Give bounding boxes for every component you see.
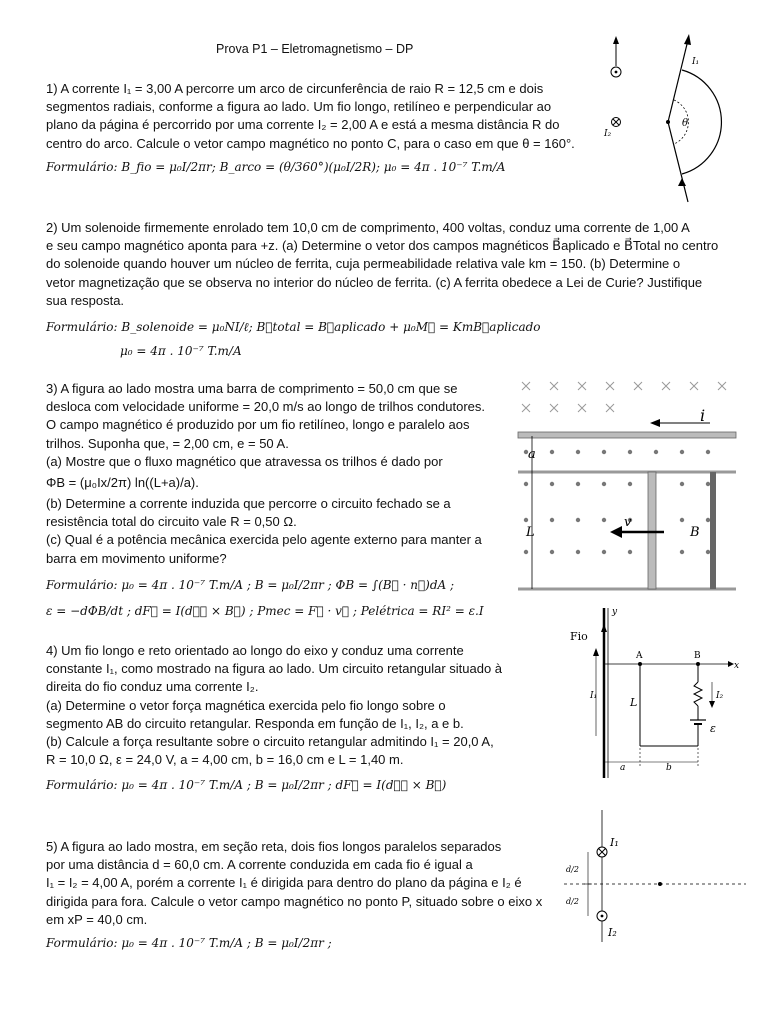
- q3-line: ΦB = (μ₀Ix/2π) ln((L+a)/a).: [46, 475, 199, 491]
- q5-formula: Formulário: μ₀ = 4π . 10⁻⁷ T.m/A ; B = μ₀I/2πr ;: [46, 936, 332, 950]
- label-I2: I₂: [716, 691, 724, 701]
- q3-figure: [514, 376, 740, 598]
- point-c-icon: [666, 120, 670, 124]
- q5-line: em xP = 40,0 cm.: [46, 911, 148, 927]
- field-out-of-page-icon: [628, 450, 632, 454]
- q2-line: vetor magnetização que se observa no interior do núcleo de ferrita. (c) A ferrita obedece a Lei de Curie? Justifique: [46, 274, 703, 290]
- label-eps: ε: [710, 722, 716, 735]
- label-d2: d/2: [566, 865, 579, 874]
- q4-line: constante I₁, como mostrado na figura ao lado. Um circuito retangular situado à: [46, 661, 503, 677]
- field-out-of-page-icon: [602, 482, 606, 486]
- point-p-icon: [658, 882, 662, 886]
- label-L: L: [526, 525, 535, 540]
- q4-formula: Formulário: μ₀ = 4π . 10⁻⁷ T.m/A ; B = μ₀I/2πr ; dF⃗ = I(dℓ⃗ × B⃗): [46, 778, 447, 792]
- field-into-page-icon: [718, 382, 726, 390]
- q1-line: centro do arco. Calcule o vetor campo magnético no ponto C, para o caso em que θ = 160°.: [46, 135, 575, 151]
- label-d2: d/2: [566, 897, 579, 906]
- field-out-of-page-icon: [550, 518, 554, 522]
- q4-line: 4) Um fio longo e reto orientado ao longo do eixo y conduz uma corrente: [46, 643, 464, 658]
- label-fio: Fio: [570, 630, 588, 643]
- q2-line: 2) Um solenoide firmemente enrolado tem 10,0 cm de comprimento, 400 voltas, conduz uma corrente de 1,00 A: [46, 220, 690, 235]
- field-out-of-page-icon: [524, 550, 528, 554]
- question-1-text: [46, 80, 584, 153]
- fixed-bar: [648, 472, 656, 589]
- label-i: i: [700, 406, 706, 425]
- q2-line: do solenoide quando houver um núcleo de ferrita, cuja permeabilidade relativa vale km = 150. (b) Determine o: [46, 256, 681, 272]
- field-into-page-icon: [606, 404, 614, 412]
- field-into-page-icon: [550, 382, 558, 390]
- label-b: b: [666, 763, 672, 773]
- label-I1: I₁: [590, 691, 598, 701]
- label-A: A: [636, 651, 643, 661]
- field-into-page-icon: [550, 404, 558, 412]
- q5-line: dirigida para fora. Calcule o vetor campo magnético no ponto P, situado sobre o eixo x: [46, 893, 543, 909]
- field-out-of-page-icon: [654, 450, 658, 454]
- field-out-of-page-icon: [680, 450, 684, 454]
- q3-line: (b) Determine a corrente induzida que percorre o circuito fechado se a: [46, 496, 451, 512]
- q1-formula: Formulário: B_fio = μ₀I/2πr; B_arco = (θ/360°)(μ₀I/2R); μ₀ = 4π . 10⁻⁷ T.m/A: [46, 160, 506, 174]
- q4-figure: [560, 606, 750, 786]
- field-out-of-page-icon: [524, 482, 528, 486]
- q3-line: resistência total do circuito vale R = 0,50 Ω.: [46, 514, 297, 530]
- q3-line: (a) Mostre que o fluxo magnético que atravessa os trilhos é dado por: [46, 453, 443, 469]
- field-out-of-page-icon: [602, 550, 606, 554]
- field-out-of-page-icon: [524, 518, 528, 522]
- field-out-of-page-icon: [524, 450, 528, 454]
- q5-line: por uma distância d = 60,0 cm. A corrente conduzida em cada fio é igual a: [46, 857, 473, 873]
- field-out-of-page-icon: [576, 518, 580, 522]
- q3-line: 3) A figura ao lado mostra uma barra de comprimento = 50,0 cm que se: [46, 381, 458, 396]
- field-into-page-icon: [662, 382, 670, 390]
- q2-formula-1: Formulário: B_solenoide = μ₀NI/ℓ; B⃗total = B⃗aplicado + μ₀M⃗ = KmB⃗aplicado: [46, 320, 541, 334]
- q2-line: e seu campo magnético aponta para +z. (a) Determine o vetor dos campos magnéticos B⃗aplicado e B⃗Total no centro: [46, 238, 719, 254]
- field-out-of-page-icon: [576, 450, 580, 454]
- field-out-of-page-icon: [602, 450, 606, 454]
- q4-line: R = 10,0 Ω, ε = 24,0 V, a = 4,00 cm, b = 16,0 cm e L = 1,40 m.: [46, 752, 404, 768]
- field-out-of-page-icon: [706, 518, 710, 522]
- q4-line: segmento AB do circuito retangular. Responda em função de I₁, I₂, a e b.: [46, 715, 464, 731]
- field-out-of-page-icon: [576, 550, 580, 554]
- question-2-text: [46, 219, 726, 310]
- question-3-text: [46, 380, 508, 568]
- q3-line: (c) Qual é a potência mecânica exercida pelo agente externo para manter a: [46, 532, 482, 548]
- page-title: Prova P1 – Eletromagnetismo – DP: [216, 42, 414, 56]
- q4-line: (a) Determine o vetor força magnética exercida pelo fio longo sobre o: [46, 697, 446, 713]
- label-L: L: [630, 696, 638, 709]
- q1-line: plano da página é percorrido por uma corrente I₂ = 2,00 A e está a mesma distância R do: [46, 117, 560, 133]
- label-v: v: [624, 515, 632, 530]
- question-5-text: [46, 838, 543, 929]
- label-y: y: [612, 607, 618, 617]
- label-B: B: [690, 525, 700, 540]
- radial-segment-top: [668, 40, 688, 122]
- q1-figure: [596, 30, 736, 210]
- label-i2: I₂: [604, 129, 612, 139]
- field-out-of-page-icon: [706, 450, 710, 454]
- field-into-page-icon: [690, 382, 698, 390]
- field-into-page-icon: [578, 404, 586, 412]
- field-out-of-page-icon: [550, 450, 554, 454]
- field-out-of-page-icon: [680, 482, 684, 486]
- label-i1: I₁: [692, 57, 700, 67]
- field-out-of-page-icon: [550, 482, 554, 486]
- q2-line: sua resposta.: [46, 292, 125, 308]
- label-I1: I₁: [610, 836, 619, 849]
- q5-line: 5) A figura ao lado mostra, em seção reta, dois fios longos paralelos separados: [46, 839, 502, 854]
- label-theta: θ: [682, 118, 689, 129]
- field-out-of-page-icon: [550, 550, 554, 554]
- field-out-of-page-icon: [602, 518, 606, 522]
- moving-bar: [710, 472, 716, 589]
- field-out-of-page-icon: [680, 518, 684, 522]
- field-out-of-page-icon: [628, 550, 632, 554]
- q5-figure: [560, 806, 750, 946]
- q5-line: I₁ = I₂ = 4,00 A, porém a corrente I₁ é dirigida para dentro do plano da página e I₂ é: [46, 875, 522, 891]
- q4-line: direita do fio conduz uma corrente I₂.: [46, 679, 259, 695]
- field-into-page-icon: [578, 382, 586, 390]
- field-out-of-page-icon: [706, 550, 710, 554]
- q2-formula-2: μ₀ = 4π . 10⁻⁷ T.m/A: [120, 344, 242, 358]
- field-into-page-icon: [522, 382, 530, 390]
- field-into-page-icon: [634, 382, 642, 390]
- field-into-page-icon: [606, 382, 614, 390]
- q3-line: desloca com velocidade uniforme = 20,0 m/s ao longo de trilhos condutores.: [46, 399, 486, 415]
- q3-formula-2: ε = −dΦB/dt ; dF⃗ = I(dℓ⃗ × B⃗) ; Pmec = F⃗ · v⃗ ; Pelétrica = RI² = ε.I: [46, 604, 484, 618]
- q3-formula-1: Formulário: μ₀ = 4π . 10⁻⁷ T.m/A ; B = μ₀I/2πr ; ΦB = ∫(B⃗ · n⃗)dA ;: [46, 578, 455, 592]
- field-out-of-page-icon: [628, 482, 632, 486]
- field-out-of-page-icon: [680, 550, 684, 554]
- field-into-page-icon: [522, 404, 530, 412]
- question-4-text: [46, 642, 512, 769]
- label-I2: I₂: [608, 926, 617, 939]
- q3-line: barra em movimento uniforme?: [46, 550, 227, 566]
- q3-line: trilhos. Suponha que, = 2,00 cm, e = 50 A.: [46, 435, 289, 451]
- field-out-of-page-icon: [576, 482, 580, 486]
- resistor-icon: [694, 682, 702, 706]
- label-x: x: [734, 661, 740, 671]
- q1-line: segmentos radiais, conforme a figura ao lado. Um fio longo, retilíneo e perpendicular ao: [46, 99, 552, 115]
- label-a: a: [620, 763, 626, 773]
- field-out-of-page-icon: [706, 482, 710, 486]
- q3-line: O campo magnético é produzido por um fio retilíneo, longo e paralelo aos: [46, 417, 470, 433]
- long-wire: [518, 432, 736, 438]
- q1-line: 1) A corrente I₁ = 3,00 A percorre um arco de circunferência de raio R = 12,5 cm e dois: [46, 81, 544, 96]
- label-a: a: [528, 447, 536, 462]
- label-B: B: [694, 651, 701, 661]
- q4-line: (b) Calcule a força resultante sobre o circuito retangular admitindo I₁ = 20,0 A,: [46, 734, 494, 750]
